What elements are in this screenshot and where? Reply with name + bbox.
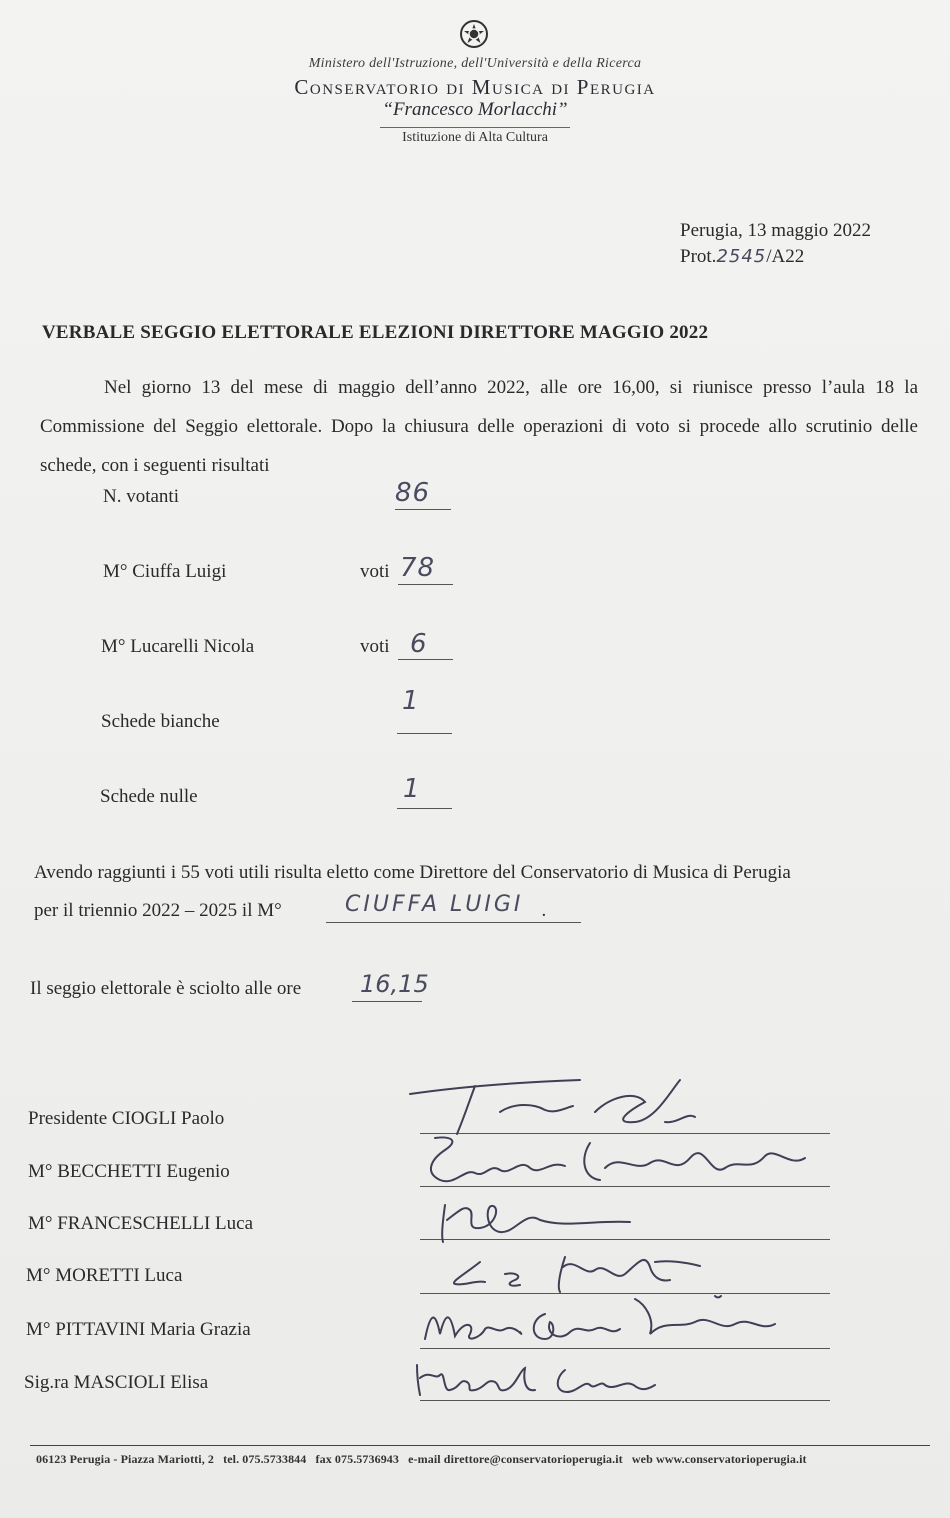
intro-paragraph: Nel giorno 13 del mese di maggio dell’anno 2022, alle ore 16,00, si riunisce presso l’aula 18 la Commissione del Seggio elettorale. Dopo la chiusura delle operazioni di voto si procede allo scrutinio delle schede, con i seguenti risultati — [40, 377, 918, 476]
document-title: VERBALE SEGGIO ELETTORALE ELEZIONI DIRETTORE MAGGIO 2022 — [42, 322, 709, 343]
conservatory-namesake: “Francesco Morlacchi” — [382, 99, 568, 120]
candidate-ciuffa-voti: voti — [360, 561, 390, 582]
blank-ballots-label: Schede bianche — [101, 711, 220, 732]
voters-blank-line — [395, 509, 451, 510]
candidate-lucarelli-blank-line — [398, 659, 453, 660]
protocol-suffix: /A22 — [766, 246, 805, 267]
closing-time-line — [352, 1001, 422, 1002]
footer-contact — [36, 1452, 936, 1467]
document-date: Perugia, 13 maggio 2022 — [680, 220, 872, 241]
candidate-lucarelli-label: M° Lucarelli Nicola — [101, 636, 255, 657]
footer-fax: fax 075.5736943 — [315, 1452, 399, 1466]
voters-value: 86 — [395, 478, 431, 508]
null-ballots-label: Schede nulle — [100, 786, 198, 807]
footer-rule — [30, 1445, 930, 1446]
null-ballots-value: 1 — [403, 774, 421, 804]
republic-emblem-icon — [458, 18, 490, 50]
footer-tel: tel. 075.5733844 — [223, 1452, 307, 1466]
signatory-label-becchetti: M° BECCHETTI Eugenio — [28, 1161, 230, 1182]
signatory-label-moretti: M° MORETTI Luca — [26, 1265, 183, 1286]
closing-time-handwritten: 16,15 — [360, 970, 429, 998]
signature-mascioli-icon — [405, 1340, 835, 1410]
protocol-number — [680, 246, 804, 268]
elected-name-handwritten: CIUFFA LUIGI — [345, 892, 524, 917]
ministry-name: Ministero dell'Istruzione, dell'Università e della Ricerca — [308, 56, 642, 71]
closing-label: Il seggio elettorale è sciolto alle ore — [30, 978, 302, 999]
candidate-ciuffa-blank-line — [398, 584, 453, 585]
institution-type: Istituzione di Alta Cultura — [402, 130, 548, 145]
candidate-lucarelli-votes: 6 — [410, 629, 428, 659]
protocol-prefix: Prot. — [680, 246, 717, 267]
elected-name-line — [326, 922, 581, 923]
footer-web: web www.conservatorioperugia.it — [631, 1452, 807, 1466]
conservatory-name: Conservatorio di Musica di Perugia — [294, 75, 656, 99]
protocol-handwritten-number: 2545 — [716, 246, 767, 267]
blank-ballots-line — [397, 733, 452, 734]
outcome-suffix: . — [541, 900, 547, 921]
footer-email: e-mail direttore@conservatorioperugia.it — [408, 1452, 623, 1466]
signatory-label-franceschelli: M° FRANCESCHELLI Luca — [28, 1213, 254, 1234]
blank-ballots-value: 1 — [402, 686, 420, 716]
voters-label: N. votanti — [103, 486, 179, 507]
candidate-ciuffa-label: M° Ciuffa Luigi — [103, 561, 227, 582]
candidate-ciuffa-votes: 78 — [400, 553, 436, 583]
footer-address: 06123 Perugia - Piazza Mariotti, 2 — [36, 1452, 215, 1466]
null-ballots-line — [397, 808, 452, 809]
outcome-prefix: per il triennio 2022 – 2025 il M° — [34, 900, 282, 921]
candidate-lucarelli-voti: voti — [360, 636, 390, 657]
outcome-line-1: Avendo raggiunti i 55 voti utili risulta eletto come Direttore del Conservatorio di Musica di Perugia — [34, 862, 791, 883]
signatory-label-ciogli: Presidente CIOGLI Paolo — [28, 1108, 225, 1129]
signatory-label-pittavini: M° PITTAVINI Maria Grazia — [26, 1319, 251, 1340]
signatory-label-mascioli: Sig.ra MASCIOLI Elisa — [24, 1372, 209, 1393]
letterhead-rule — [380, 127, 570, 128]
